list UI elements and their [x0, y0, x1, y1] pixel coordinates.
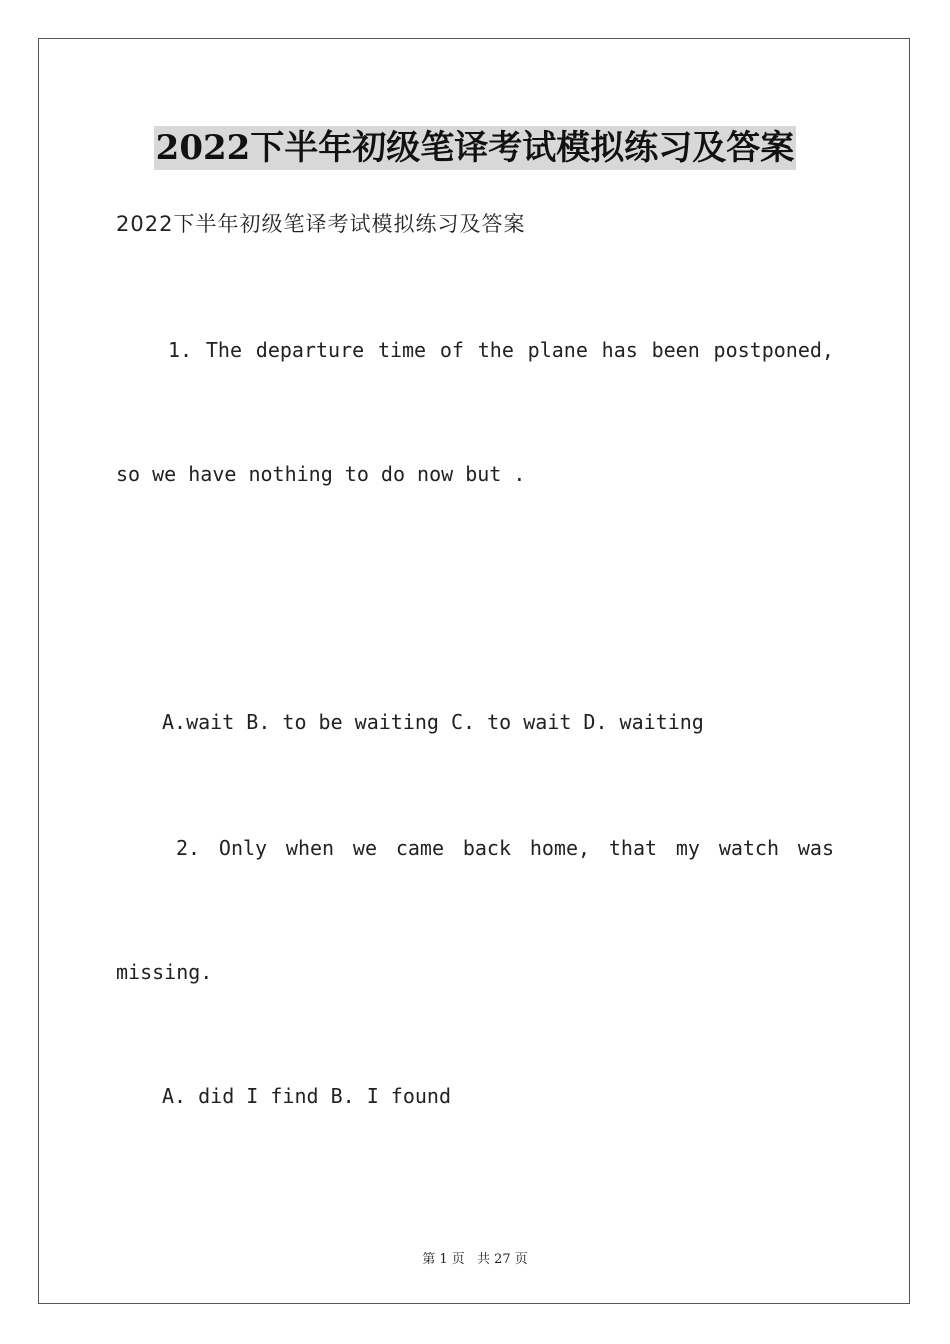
word: 2. — [176, 836, 201, 860]
page-number: 第 1 页 — [422, 1252, 465, 1267]
word: of — [439, 338, 464, 362]
question-2-line-1 — [176, 834, 834, 862]
question-2-options: A. did I find B. I found — [162, 1084, 451, 1108]
word: the — [477, 338, 514, 362]
page-footer — [0, 1248, 950, 1267]
question-1-options: A.wait B. to be waiting C. to wait D. waiting — [162, 710, 704, 734]
word: watch — [718, 836, 780, 860]
word: Only — [218, 836, 268, 860]
word: back — [462, 836, 512, 860]
word: when — [285, 836, 335, 860]
word: came — [395, 836, 445, 860]
word: departure — [255, 338, 365, 362]
document-subtitle: 2022下半年初级笔译考试模拟练习及答案 — [116, 212, 526, 236]
title-container — [0, 126, 950, 170]
word: plane — [527, 338, 588, 362]
word: we — [352, 836, 378, 860]
question-1-line-2: so we have nothing to do now but . — [116, 462, 526, 486]
question-1-line-1 — [168, 336, 834, 364]
word: been — [651, 338, 700, 362]
word: postponed, — [713, 338, 834, 362]
question-2-line-2: missing. — [116, 960, 213, 984]
word: was — [797, 836, 834, 860]
word: time — [377, 338, 427, 362]
word: The — [205, 338, 242, 362]
document-title: 2022下半年初级笔译考试模拟练习及答案 — [155, 128, 795, 168]
word: 1. — [168, 338, 193, 362]
word: has — [601, 338, 638, 362]
word: that — [608, 836, 658, 860]
word: home, — [529, 836, 591, 860]
page-total: 共 27 页 — [476, 1252, 528, 1267]
word: my — [675, 836, 700, 860]
